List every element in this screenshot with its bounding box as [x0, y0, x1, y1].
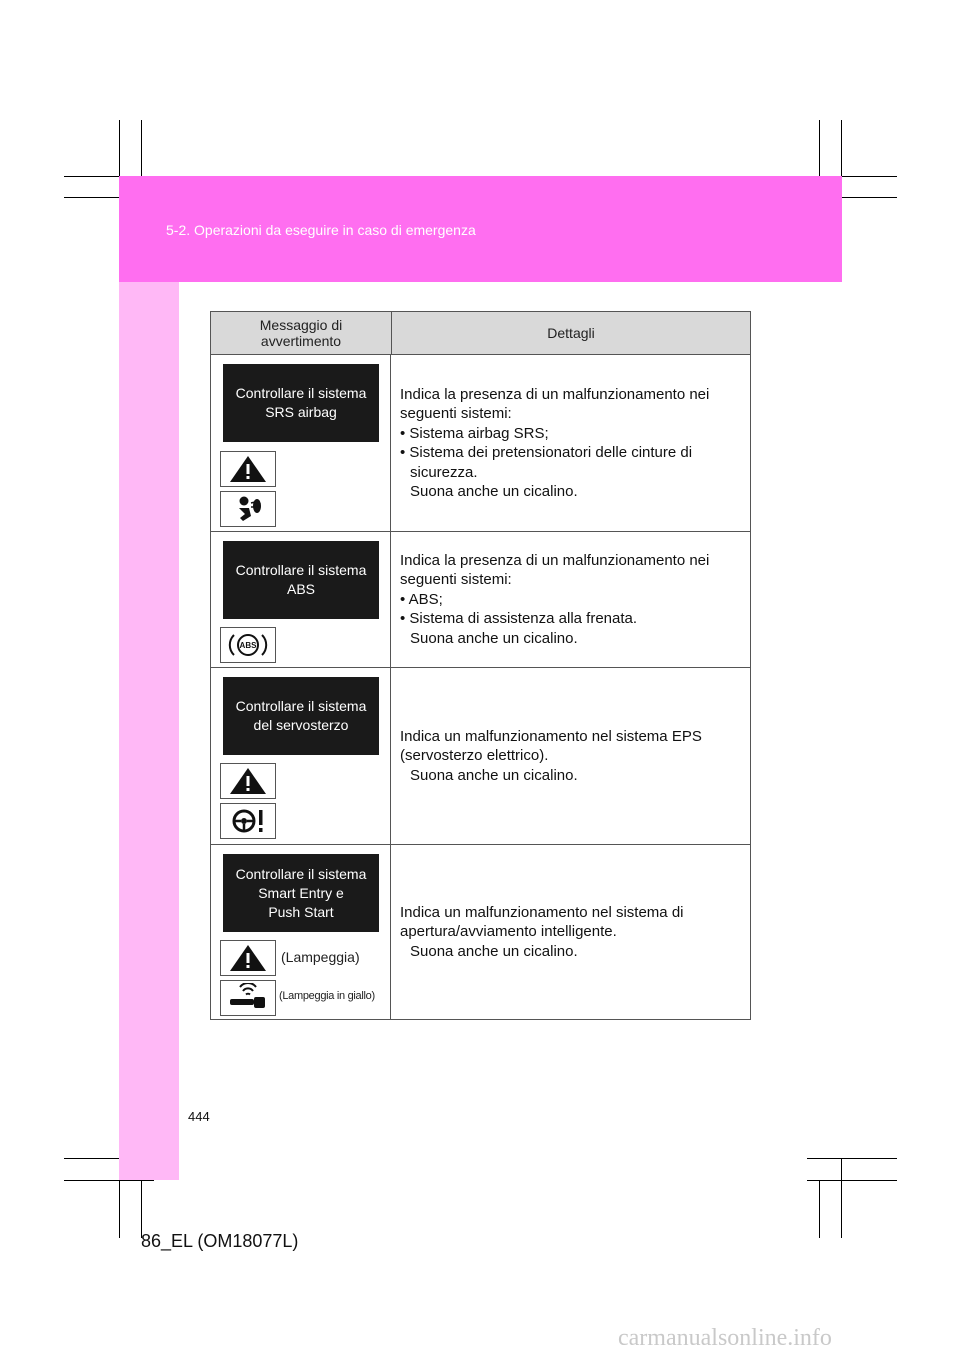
crop-mark [807, 1158, 897, 1159]
table-row [211, 668, 750, 845]
abs-icon [220, 627, 276, 663]
column-header-details: Dettagli [547, 325, 595, 341]
display-message: Controllare il sistema SRS airbag [223, 364, 379, 442]
details-cell [391, 845, 750, 1019]
details-text: Indica la presenza di un malfunzionamento nei seguenti sistemi: • Sistema airbag SRS; • Sistema dei pretensionatori delle cinture di sicurezza. Suona anche un cicalino. [400, 385, 710, 500]
message-cell [211, 532, 391, 667]
watermark: carmanualsonline.info [618, 1325, 832, 1351]
blink-yellow-note: (Lampeggia in giallo) [279, 990, 375, 1002]
details-cell [391, 668, 750, 844]
airbag-occupant-icon [220, 491, 276, 527]
details-cell [391, 532, 750, 667]
section-title: 5-2. Operazioni da eseguire in caso di emergenza [166, 222, 476, 238]
table-header [211, 312, 750, 355]
column-header-message: Messaggio di avvertimento [211, 312, 392, 354]
table-row [211, 532, 750, 668]
crop-mark [141, 1180, 142, 1238]
warning-triangle-icon [220, 940, 276, 976]
blink-note: (Lampeggia) [281, 949, 360, 965]
display-message: Controllare il sistema Smart Entry e Push Start [223, 854, 379, 932]
crop-mark [64, 1180, 154, 1181]
crop-mark [819, 1180, 820, 1238]
table-row [211, 845, 750, 1019]
warning-table [210, 311, 751, 1020]
message-cell [211, 845, 391, 1019]
warning-triangle-icon [220, 451, 276, 487]
crop-mark [841, 1158, 842, 1238]
crop-mark [807, 1180, 897, 1181]
message-cell [211, 668, 391, 844]
display-message: Controllare il sistema ABS [223, 541, 379, 619]
message-cell [211, 355, 391, 531]
table-row [211, 355, 750, 532]
details-cell [391, 355, 750, 531]
manual-code: 86_EL (OM18077L) [141, 1231, 299, 1251]
display-message: Controllare il sistema del servosterzo [223, 677, 379, 755]
warning-triangle-icon [220, 763, 276, 799]
page-number: 444 [188, 1109, 210, 1124]
smart-key-icon [220, 980, 276, 1016]
details-text: Indica la presenza di un malfunzionamento nei seguenti sistemi: • ABS; • Sistema di assistenza alla frenata. Suona anche un cicalino. [400, 551, 710, 647]
svg-text:ABS: ABS [239, 641, 257, 650]
details-text: Indica un malfunzionamento nel sistema EPS (servosterzo elettrico). Suona anche un cicalino. [400, 727, 702, 784]
steering-wheel-exclamation-icon [220, 803, 276, 839]
details-text: Indica un malfunzionamento nel sistema di apertura/avviamento intelligente. Suona anche un cicalino. [400, 903, 684, 960]
side-margin-band [119, 282, 179, 1180]
